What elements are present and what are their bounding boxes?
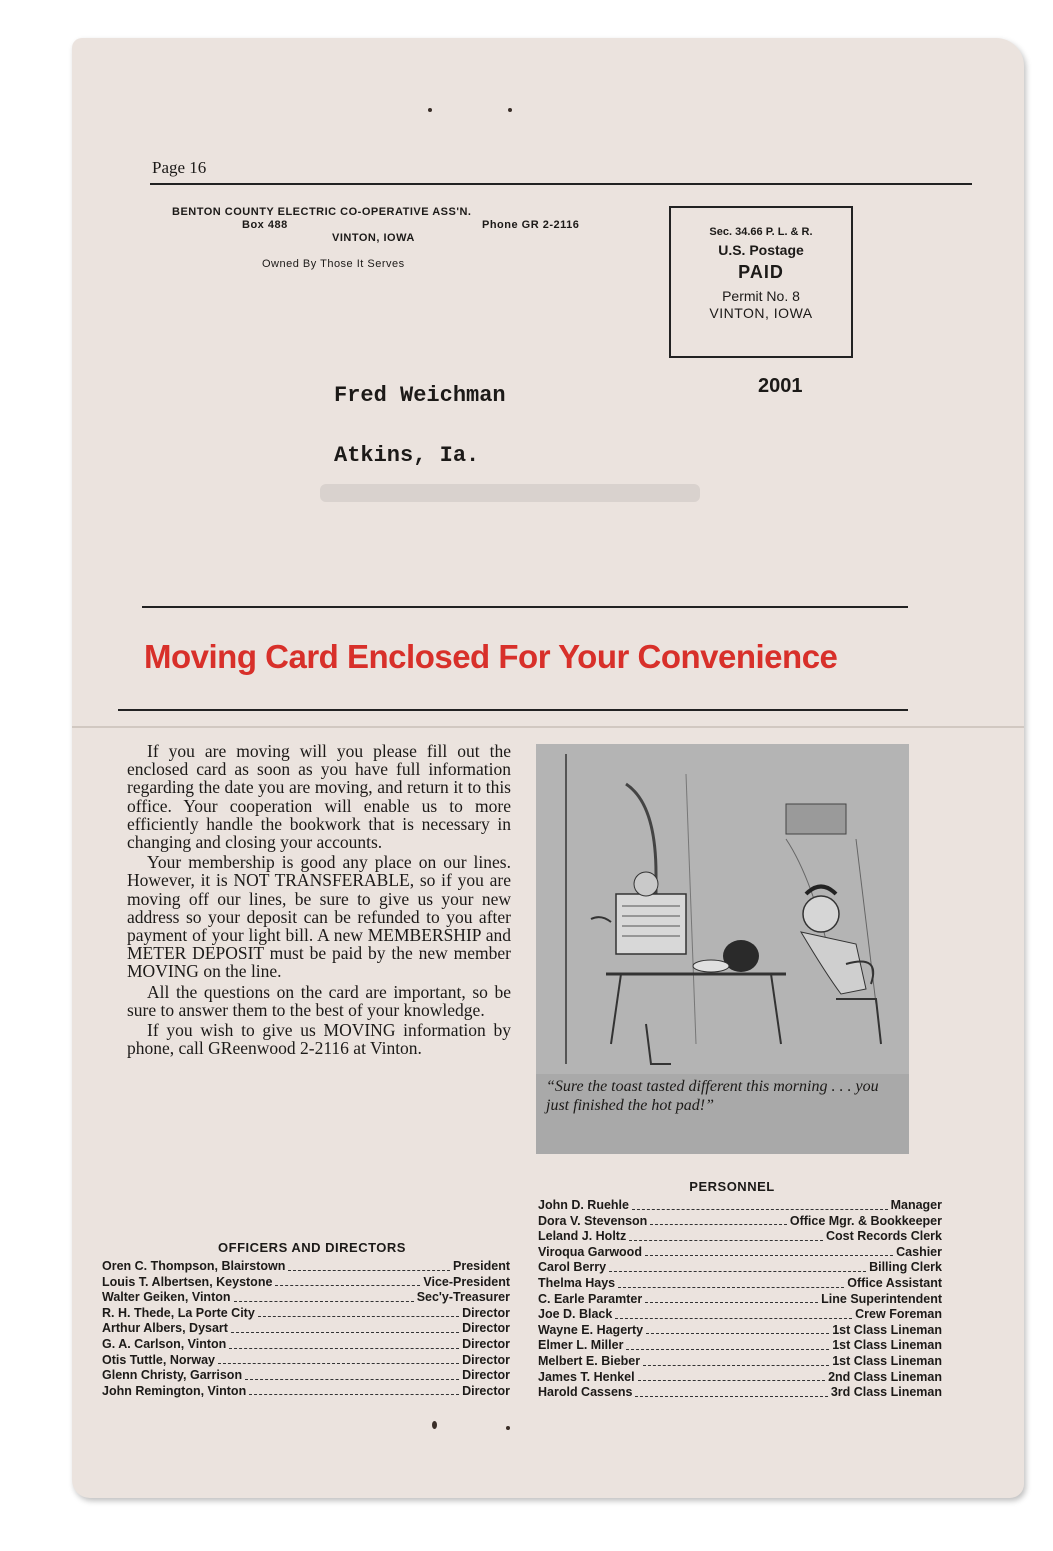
person-name: Wayne E. Hagerty bbox=[538, 1322, 644, 1337]
officers-heading: OFFICERS AND DIRECTORS bbox=[218, 1240, 406, 1255]
leader-dots bbox=[645, 1245, 893, 1257]
leader-dots bbox=[218, 1353, 459, 1365]
officer-name: Otis Tuttle, Norway bbox=[102, 1352, 215, 1367]
officer-role: Director bbox=[462, 1305, 510, 1320]
leader-dots bbox=[629, 1229, 823, 1241]
leader-dots bbox=[650, 1214, 787, 1226]
leader-dots bbox=[229, 1337, 459, 1349]
person-name: Viroqua Garwood bbox=[538, 1244, 642, 1259]
personnel-row bbox=[538, 1276, 942, 1292]
leader-dots bbox=[638, 1370, 825, 1382]
ink-smudge bbox=[320, 484, 700, 502]
leader-dots bbox=[618, 1276, 844, 1288]
officer-row bbox=[102, 1353, 510, 1369]
cartoon bbox=[536, 744, 909, 1154]
officer-role: Director bbox=[462, 1368, 510, 1383]
person-name: C. Earle Paramter bbox=[538, 1291, 643, 1306]
officer-role: Director bbox=[462, 1321, 510, 1336]
recipient-name: Fred Weichman bbox=[334, 383, 506, 408]
sender-phone: Phone GR 2-2116 bbox=[482, 219, 580, 231]
leader-dots bbox=[635, 1385, 827, 1397]
postage-indicia bbox=[669, 206, 853, 358]
leader-dots bbox=[231, 1321, 459, 1333]
person-name: Melbert E. Bieber bbox=[538, 1353, 641, 1368]
ink-spot bbox=[428, 108, 432, 112]
leader-dots bbox=[258, 1306, 459, 1318]
person-role: 3rd Class Lineman bbox=[830, 1385, 942, 1400]
page-number: Page 16 bbox=[152, 158, 207, 177]
article-paragraph: If you wish to give us MOVING information by phone, call GReenwood 2-2116 at Vinton. bbox=[127, 1020, 511, 1059]
person-name: Thelma Hays bbox=[538, 1275, 616, 1290]
ink-spot bbox=[506, 1426, 510, 1430]
person-role: Cost Records Clerk bbox=[825, 1229, 942, 1244]
leader-dots bbox=[249, 1384, 459, 1396]
officer-name: Arthur Albers, Dysart bbox=[102, 1321, 228, 1336]
cartoon-caption: “Sure the toast tasted different this morning . . . you just finished the hot pad!” bbox=[546, 1078, 879, 1114]
personnel-row bbox=[538, 1260, 942, 1276]
personnel-list bbox=[538, 1198, 942, 1401]
officers-list bbox=[102, 1259, 510, 1399]
sender-motto: Owned By Those It Serves bbox=[262, 258, 405, 270]
leader-dots bbox=[288, 1259, 450, 1271]
leader-dots bbox=[645, 1292, 818, 1304]
officer-role: Director bbox=[462, 1336, 510, 1351]
article-paragraph: If you are moving will you please fill out the enclosed card as soon as you have full information regarding the date you are moving, and return it to this office. Your cooperation will enable us to more efficiently handle the bookwork that is necessary in changing and closing your accounts. bbox=[127, 741, 511, 853]
person-name: Dora V. Stevenson bbox=[538, 1213, 648, 1228]
officer-row bbox=[102, 1306, 510, 1322]
officer-row bbox=[102, 1321, 510, 1337]
personnel-row bbox=[538, 1198, 942, 1214]
person-role: Crew Foreman bbox=[855, 1307, 942, 1322]
postage-permit: Permit No. 8 bbox=[722, 288, 800, 304]
personnel-row bbox=[538, 1354, 942, 1370]
person-name: James T. Henkel bbox=[538, 1369, 635, 1384]
officer-row bbox=[102, 1337, 510, 1353]
personnel-row bbox=[538, 1245, 942, 1261]
person-role: 1st Class Lineman bbox=[832, 1322, 942, 1337]
person-name: Joe D. Black bbox=[538, 1307, 613, 1322]
officer-row bbox=[102, 1384, 510, 1400]
officer-row bbox=[102, 1290, 510, 1306]
officer-role: President bbox=[453, 1259, 510, 1273]
leader-dots bbox=[245, 1368, 459, 1380]
personnel-row bbox=[538, 1338, 942, 1354]
officer-name: R. H. Thede, La Porte City bbox=[102, 1305, 255, 1320]
personnel-heading: PERSONNEL bbox=[689, 1179, 775, 1194]
person-name: Carol Berry bbox=[538, 1260, 607, 1275]
personnel-row bbox=[538, 1370, 942, 1386]
account-number: 2001 bbox=[758, 375, 803, 397]
officer-row bbox=[102, 1259, 510, 1275]
personnel-row bbox=[538, 1385, 942, 1401]
officer-role: Director bbox=[462, 1352, 510, 1367]
officer-name: John Remington, Vinton bbox=[102, 1383, 247, 1398]
leader-dots bbox=[632, 1198, 888, 1210]
person-role: 2nd Class Lineman bbox=[828, 1369, 942, 1384]
personnel-row bbox=[538, 1229, 942, 1245]
person-role: 1st Class Lineman bbox=[832, 1353, 942, 1368]
person-name: Harold Cassens bbox=[538, 1385, 633, 1400]
person-name: Leland J. Holtz bbox=[538, 1229, 627, 1244]
leader-dots bbox=[234, 1290, 414, 1302]
postage-section: Sec. 34.66 P. L. & R. bbox=[709, 226, 813, 238]
person-name: Elmer L. Miller bbox=[538, 1338, 624, 1353]
postage-paid: PAID bbox=[738, 262, 784, 282]
recipient-address: Atkins, Ia. bbox=[334, 443, 480, 468]
leader-dots bbox=[626, 1338, 829, 1350]
person-role: 1st Class Lineman bbox=[832, 1338, 942, 1353]
leader-dots bbox=[275, 1275, 420, 1287]
person-role: Line Superintendent bbox=[821, 1291, 942, 1306]
officer-row bbox=[102, 1275, 510, 1291]
postage-city: VINTON, IOWA bbox=[709, 305, 813, 321]
officer-role: Vice-President bbox=[423, 1274, 510, 1289]
officer-name: Walter Geiken, Vinton bbox=[102, 1290, 231, 1305]
article-body bbox=[127, 742, 511, 1059]
officer-name: Oren C. Thompson, Blairstown bbox=[102, 1259, 286, 1273]
sender-city: VINTON, IOWA bbox=[332, 232, 415, 244]
personnel-row bbox=[538, 1292, 942, 1308]
postage-line: U.S. Postage bbox=[718, 242, 804, 258]
article-paragraph: Your membership is good any place on our lines. However, it is NOT TRANSFERABLE, so if you are moving off our lines, be sure to give us your new address so your deposit can be refunded to you after payment of your light bill. A new MEMBERSHIP and METER DEPOSIT must be paid by the new member MOVING on the line. bbox=[127, 852, 511, 982]
ink-spot bbox=[508, 108, 512, 112]
officer-row bbox=[102, 1368, 510, 1384]
ink-spot bbox=[432, 1421, 437, 1429]
officer-role: Director bbox=[462, 1383, 510, 1398]
leader-dots bbox=[643, 1354, 829, 1366]
headline-rule-bottom bbox=[118, 709, 908, 711]
person-role: Manager bbox=[890, 1198, 942, 1212]
officer-name: Glenn Christy, Garrison bbox=[102, 1368, 243, 1383]
leader-dots bbox=[609, 1260, 866, 1272]
sender-name: BENTON COUNTY ELECTRIC CO-OPERATIVE ASS'N. bbox=[172, 206, 472, 218]
person-name: John D. Ruehle bbox=[538, 1198, 629, 1212]
officer-role: Sec'y-Treasurer bbox=[416, 1290, 510, 1305]
sender-box: Box 488 bbox=[242, 219, 288, 231]
leader-dots bbox=[646, 1323, 829, 1335]
personnel-row bbox=[538, 1307, 942, 1323]
header-rule bbox=[150, 183, 972, 185]
person-role: Billing Clerk bbox=[869, 1260, 942, 1275]
person-role: Cashier bbox=[896, 1244, 942, 1259]
person-role: Office Mgr. & Bookkeeper bbox=[789, 1213, 942, 1228]
personnel-row bbox=[538, 1214, 942, 1230]
headline: Moving Card Enclosed For Your Convenience bbox=[144, 638, 838, 675]
officer-name: Louis T. Albertsen, Keystone bbox=[102, 1274, 273, 1289]
person-role: Office Assistant bbox=[847, 1275, 942, 1290]
personnel-row bbox=[538, 1323, 942, 1339]
cartoon-drawing bbox=[536, 744, 909, 1074]
headline-rule-top bbox=[142, 606, 908, 608]
officer-name: G. A. Carlson, Vinton bbox=[102, 1336, 227, 1351]
article-paragraph: All the questions on the card are important, so be sure to answer them to the best of your knowledge. bbox=[127, 981, 511, 1020]
newsletter-page bbox=[72, 38, 1024, 1498]
leader-dots bbox=[615, 1307, 852, 1319]
